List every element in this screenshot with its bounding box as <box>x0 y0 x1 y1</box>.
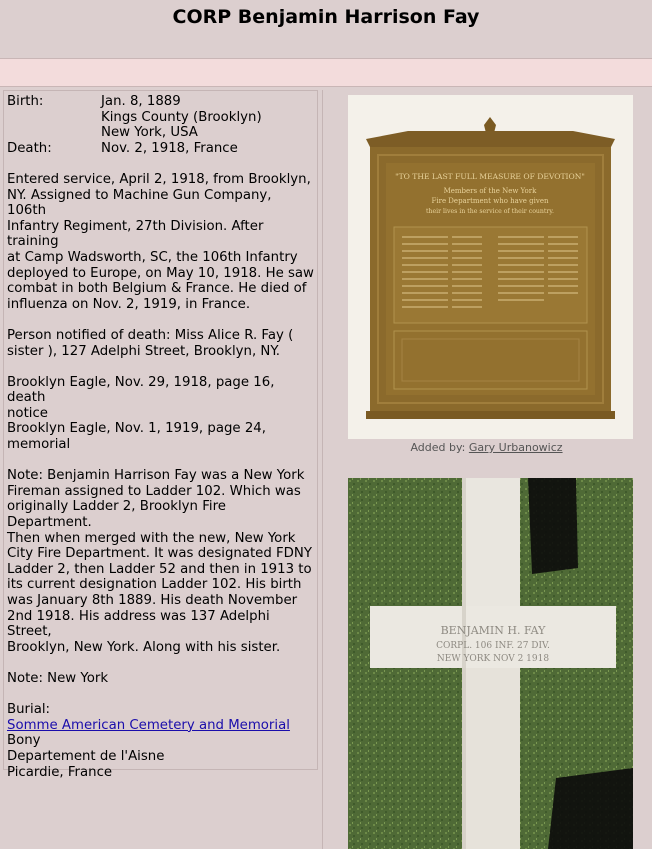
burial-line3: Picardie, France <box>7 764 113 780</box>
credit-contributor-link[interactable]: Gary Urbanowicz <box>468 441 563 454</box>
cemetery-link[interactable]: Somme American Cemetery and Memorial <box>7 717 290 733</box>
death-value: Nov. 2, 1918, France <box>101 140 238 156</box>
page-title: CORP Benjamin Harrison Fay <box>172 6 480 28</box>
cross-inscription-name: BENJAMIN H. FAY <box>440 624 546 637</box>
bio-notified: Person notified of death: Miss Alice R. Fay ( sister ), 127 Adelphi Street, Brooklyn, NY. <box>7 327 294 359</box>
burial-label: Burial: <box>7 702 51 718</box>
photo-column <box>322 90 650 849</box>
memorial-plaque-photo[interactable] <box>348 95 633 439</box>
birth-label: Birth: <box>7 94 44 109</box>
grave-cross-photo[interactable] <box>348 478 633 849</box>
plaque-heading: "TO THE LAST FULL MEASURE OF DEVOTION" <box>395 172 585 181</box>
death-label: Death: <box>7 140 52 156</box>
svg-text:Fire Department who have given: Fire Department who have given <box>431 197 549 205</box>
bio-note-new-york: Note: New York <box>7 670 109 686</box>
death-row <box>7 141 314 157</box>
bio-note-fireman: Note: Benjamin Harrison Fay was a New York Fireman assigned to Ladder 102. Which was originally Ladder 2, Brooklyn Fire Department. Then when merged with the new, New York City Fire Department. It was designated FDNY Ladder 2, then Ladder 52 and then in 1913 to its current designation Ladder 102. His birth was January 8th 1889. His death November 2nd 1918. His address was 137 Adelphi Street, Brooklyn, New York. Along with his sister. <box>7 468 312 655</box>
burial-line1: Bony <box>7 733 41 749</box>
svg-text:their lives in the service of: their lives in the service of their country. <box>426 208 554 215</box>
birth-place-line1: Kings County (Brooklyn) <box>101 109 262 125</box>
birth-row <box>7 94 314 141</box>
burial-section <box>7 702 314 780</box>
memorial-details-panel <box>3 90 318 780</box>
bio-eagle: Brooklyn Eagle, Nov. 29, 1918, page 16, death notice Brooklyn Eagle, Nov. 1, 1919, page 24, memorial <box>7 374 275 453</box>
svg-text:Members of the New York: Members of the New York <box>443 187 537 195</box>
birth-date: Jan. 8, 1889 <box>101 94 181 109</box>
cross-inscription-unit: CORPL. 106 INF. 27 DIV. <box>436 641 550 651</box>
burial-line2: Departement de l'Aisne <box>7 748 165 764</box>
photo-credit <box>323 441 650 454</box>
credit-prefix: Added by: <box>410 441 466 454</box>
bio-service: Entered service, April 2, 1918, from Brooklyn, NY. Assigned to Machine Gun Company, 106th Infantry Regiment, 27th Division. After training at Camp Wadsworth, SC, the 106th Infantry deployed to Europe, on May 10, 1918. He saw combat in both Belgium & France. He died of influenza on Nov. 2, 1919, in France. <box>7 171 314 312</box>
cross-inscription-date: NEW YORK NOV 2 1918 <box>436 654 550 664</box>
birth-place-line2: New York, USA <box>101 125 198 141</box>
header-band <box>0 58 652 87</box>
